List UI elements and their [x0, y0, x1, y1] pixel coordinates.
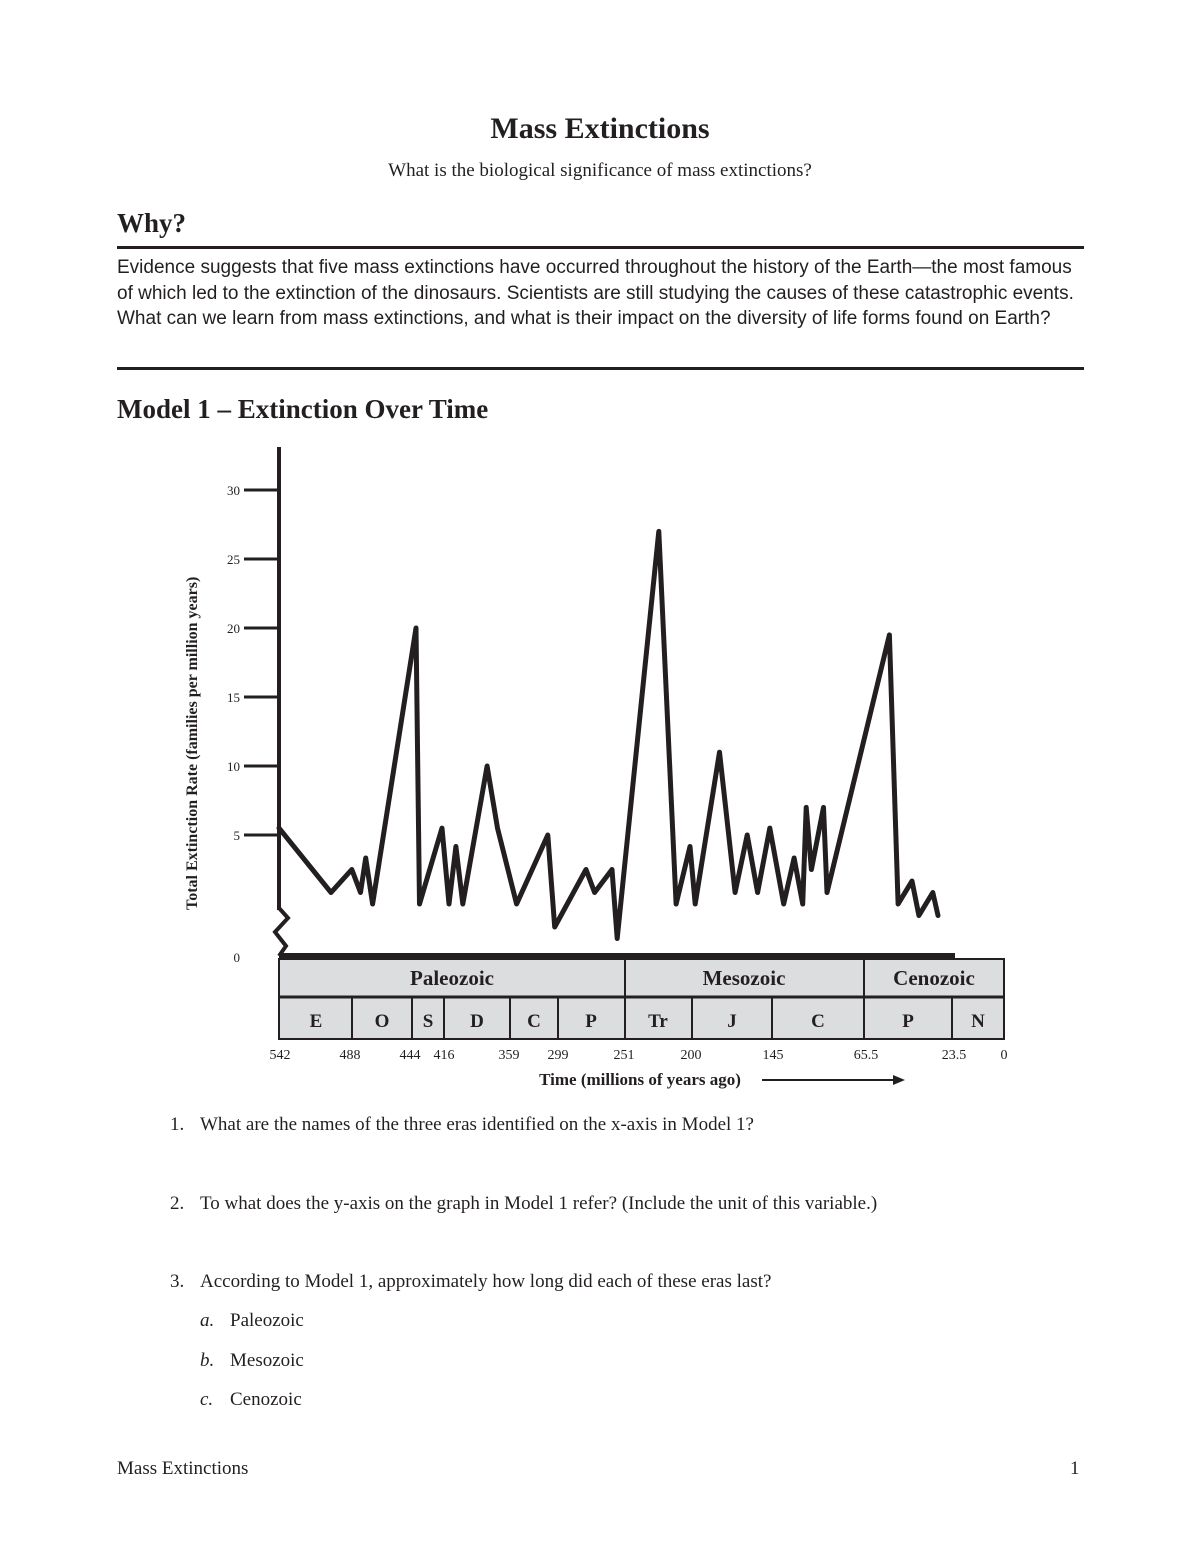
- y-tick-label: 5: [233, 828, 240, 843]
- period-label: Tr: [648, 1011, 668, 1032]
- period-label: N: [971, 1011, 985, 1032]
- x-tick-label: 542: [269, 1048, 291, 1063]
- why-paragraph: Evidence suggests that five mass extinctions have occurred throughout the history of the Earth—the most famous of which led to the extinction of the dinosaurs. Scientists are still studying the causes of these catastrophic events. What can we learn from mass extinctions, and what is their impact on the diversity of life forms found on Earth?: [117, 257, 1074, 329]
- question-number: 2.: [170, 1193, 185, 1214]
- period-label: C: [811, 1011, 825, 1032]
- x-tick-label: 23.5: [941, 1048, 967, 1063]
- why-heading: Why?: [117, 208, 187, 238]
- x-tick-label: 200: [680, 1048, 702, 1063]
- page-title: Mass Extinctions: [490, 112, 710, 145]
- subitem-letter: a.: [200, 1310, 215, 1331]
- model-heading: Model 1 – Extinction Over Time: [117, 394, 489, 424]
- x-tick-label: 0: [1000, 1048, 1008, 1063]
- subitem-letter: b.: [200, 1350, 215, 1371]
- subitem-a: [200, 1310, 304, 1332]
- subitem-text: Cenozoic: [230, 1389, 302, 1410]
- x-tick-label: 488: [339, 1048, 361, 1063]
- era-label-paleozoic: Paleozoic: [410, 966, 494, 990]
- subitem-c: [200, 1389, 302, 1411]
- period-label: E: [309, 1011, 323, 1032]
- x-tick-label: 145: [762, 1048, 784, 1063]
- y-tick-label: 10: [227, 759, 240, 774]
- question-number: 1.: [170, 1114, 185, 1135]
- subitem-letter: c.: [200, 1389, 214, 1410]
- y-axis-label: Total Extinction Rate (families per million years): [184, 576, 201, 910]
- x-tick-label: 416: [433, 1048, 455, 1063]
- subitem-text: Paleozoic: [230, 1310, 304, 1331]
- y-tick-label: 20: [227, 621, 240, 636]
- subitem-text: Mesozoic: [230, 1350, 304, 1371]
- question-text: What are the names of the three eras identified on the x-axis in Model 1?: [200, 1114, 754, 1135]
- period-label: P: [902, 1011, 914, 1032]
- period-label: D: [470, 1011, 484, 1032]
- question-number: 3.: [170, 1271, 185, 1292]
- page-number: 1: [1070, 1458, 1080, 1479]
- y-tick-label: 30: [227, 483, 240, 498]
- era-label-cenozoic: Cenozoic: [893, 966, 975, 990]
- period-label: J: [727, 1011, 737, 1032]
- x-tick-label: 251: [613, 1048, 635, 1063]
- question-text: To what does the y-axis on the graph in Model 1 refer? (Include the unit of this variable.): [200, 1193, 878, 1214]
- time-arrow-head: [893, 1075, 905, 1085]
- y-tick-label: 0: [233, 950, 240, 965]
- x-tick-label: 65.5: [853, 1048, 879, 1063]
- footer-title: Mass Extinctions: [117, 1458, 249, 1479]
- period-label: O: [374, 1011, 390, 1032]
- period-label: P: [585, 1011, 597, 1032]
- period-label: C: [527, 1011, 541, 1032]
- x-tick-label: 299: [547, 1048, 569, 1063]
- question-1: [170, 1114, 754, 1136]
- question-text: According to Model 1, approximately how long did each of these eras last?: [200, 1271, 772, 1292]
- x-axis-label: Time (millions of years ago): [539, 1070, 741, 1089]
- question-2: [170, 1193, 877, 1215]
- y-tick-label: 25: [227, 552, 240, 567]
- page-subtitle: What is the biological significance of mass extinctions?: [388, 160, 812, 181]
- x-tick-label: 359: [498, 1048, 520, 1063]
- extinction-rate-line: [279, 531, 938, 938]
- y-axis-break: [275, 908, 288, 956]
- x-tick-label: 444: [399, 1048, 421, 1063]
- y-tick-label: 15: [227, 690, 240, 705]
- period-label: S: [422, 1011, 434, 1032]
- era-label-mesozoic: Mesozoic: [702, 966, 786, 990]
- question-3: [170, 1271, 771, 1293]
- subitem-b: [200, 1350, 304, 1372]
